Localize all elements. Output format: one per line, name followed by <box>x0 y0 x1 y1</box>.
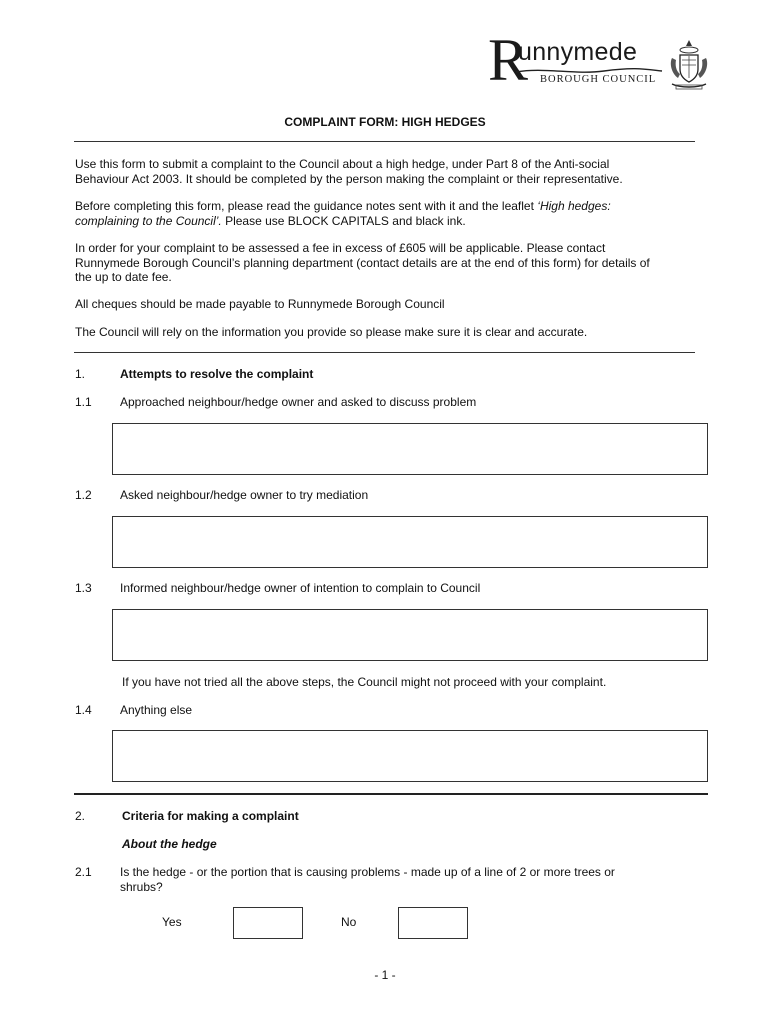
item-1-4-number: 1.4 <box>75 703 92 717</box>
yes-checkbox[interactable] <box>233 907 303 939</box>
item-1-4-answer-box[interactable] <box>112 730 708 782</box>
divider <box>74 352 695 353</box>
intro-paragraph-3: In order for your complaint to be assessed a fee in excess of £605 will be applicable. Please contact Runnymede Borough Council’s planning department (contact details are at the end of this form) for details of the up to date fee. <box>75 241 650 284</box>
item-1-3-number: 1.3 <box>75 581 92 595</box>
section-2-subheading: About the hedge <box>122 837 217 851</box>
item-1-3-answer-box[interactable] <box>112 609 708 661</box>
steps-warning-note: If you have not tried all the above steps, the Council might not proceed with your complaint. <box>122 675 607 689</box>
item-1-2-label: Asked neighbour/hedge owner to try mediation <box>120 488 369 502</box>
item-1-2-answer-box[interactable] <box>112 516 708 568</box>
intro-paragraph-1: Use this form to submit a complaint to the Council about a high hedge, under Part 8 of the Anti-social Behaviour Act 2003. It should be completed by the person making the complaint or their representative. <box>75 157 623 186</box>
council-logo <box>488 27 714 94</box>
intro-paragraph-4: All cheques should be made payable to Runnymede Borough Council <box>75 297 445 311</box>
no-checkbox[interactable] <box>398 907 468 939</box>
coat-of-arms-icon <box>668 38 710 92</box>
item-1-1-number: 1.1 <box>75 395 92 409</box>
logo-initial: R <box>488 27 529 93</box>
leaflet-title: ‘High hedges: <box>537 199 611 213</box>
item-1-4-label: Anything else <box>120 703 193 717</box>
intro-paragraph-5: The Council will rely on the information you provide so please make sure it is clear and accurate. <box>75 325 588 339</box>
item-1-1-answer-box[interactable] <box>112 423 708 475</box>
item-1-2-number: 1.2 <box>75 488 92 502</box>
logo-subtitle: BOROUGH COUNCIL <box>540 74 657 85</box>
section-divider <box>74 793 708 795</box>
item-2-1-number: 2.1 <box>75 865 92 879</box>
item-1-1-label: Approached neighbour/hedge owner and asked to discuss problem <box>120 395 477 409</box>
no-label: No <box>341 915 357 929</box>
page-number: - 1 - <box>374 968 396 982</box>
section-1-number: 1. <box>75 367 86 381</box>
section-1-heading: Attempts to resolve the complaint <box>120 367 314 381</box>
form-title: COMPLAINT FORM: HIGH HEDGES <box>284 115 486 129</box>
section-2-number: 2. <box>75 809 86 823</box>
item-2-1-question: Is the hedge - or the portion that is causing problems - made up of a line of 2 or more trees or shrubs? <box>120 865 615 894</box>
intro-paragraph-2: Before completing this form, please read the guidance notes sent with it and the leaflet ‘High hedges: complaining to the Council’. Please use BLOCK CAPITALS and black ink. <box>75 199 611 228</box>
logo-name: unnymede <box>518 38 638 66</box>
yes-label: Yes <box>162 915 182 929</box>
section-2-heading: Criteria for making a complaint <box>122 809 299 823</box>
leaflet-title-cont: complaining to the Council’. <box>75 213 222 228</box>
item-1-3-label: Informed neighbour/hedge owner of intention to complain to Council <box>120 581 481 595</box>
divider <box>74 141 695 142</box>
